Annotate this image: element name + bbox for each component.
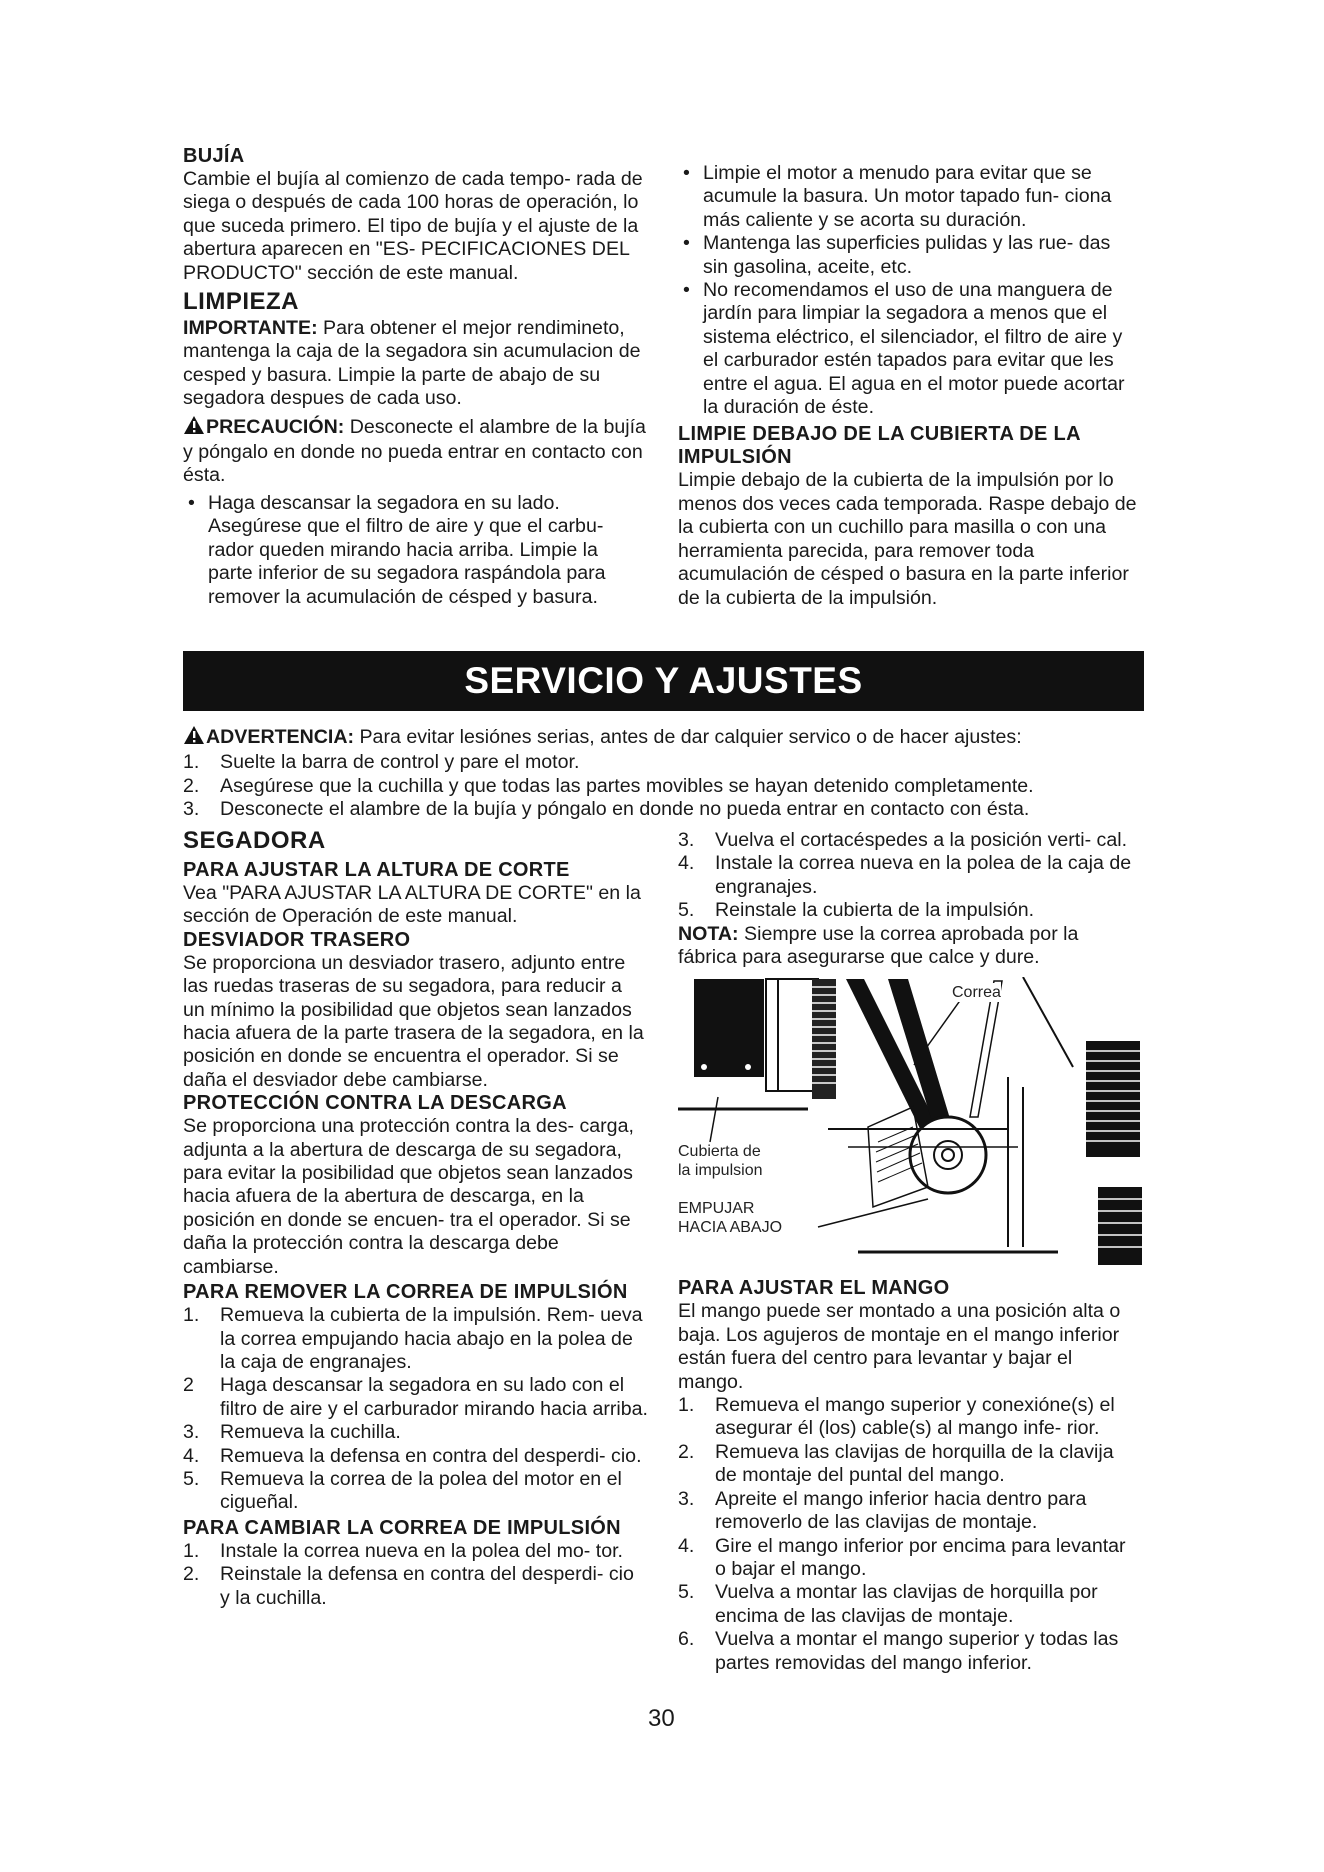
- item-text: Remueva la defensa en contra del desperdi- cio.: [220, 1444, 642, 1467]
- desviador-heading: DESVIADOR TRASERO: [183, 928, 411, 951]
- bottom-right-column: [678, 829, 1140, 1675]
- list-item: [678, 1488, 1140, 1535]
- remover-heading: PARA REMOVER LA CORREA DE IMPULSIÓN: [183, 1281, 628, 1304]
- proteccion-text: Se proporciona una protección contra la des- carga, adjunta a la abertura de descarga de su segadora, para evitar la posibilidad que objetos sean lanzados hacia afuera de la abertura de descarga, en la posición en donde se encuen- tra el operador. Si se daña la protección contra la descarga debe cambiarse.: [183, 1115, 634, 1278]
- item-text: Suelte la barra de control y pare el motor.: [220, 751, 580, 774]
- list-item: • Haga descansar la segadora en su lado. Asegúrese que el filtro de aire y que el carbu- rador queden mirando hacia arriba. Limpie la parte inferior de su segadora raspándola para remover la acumulación de césped y basura.: [183, 492, 648, 609]
- importante-label: IMPORTANTE:: [183, 317, 318, 340]
- figure-label-empujar: [678, 1199, 782, 1237]
- precaucion-label: PRECAUCIÓN:: [206, 415, 345, 438]
- list-item: [678, 1535, 1140, 1582]
- list-item: [678, 899, 1140, 922]
- item-number: 1.: [183, 751, 200, 774]
- mango-list: [678, 1394, 1140, 1675]
- remover-list: [183, 1304, 648, 1515]
- item-text: Gire el mango inferior por encima para levantar o bajar el mango.: [715, 1534, 1126, 1580]
- limpieza-bullet-list: [183, 492, 648, 609]
- figure-label-cubierta: [678, 1142, 762, 1180]
- item-number: 3.: [183, 798, 200, 821]
- cambiar-list: [183, 1540, 648, 1610]
- item-text: Apreite el mango inferior hacia dentro para removerlo de las clavijas de montaje.: [715, 1487, 1087, 1534]
- item-number: 4.: [183, 1444, 200, 1467]
- item-text: Reinstale la cubierta de la impulsión.: [715, 899, 1035, 922]
- item-number: 5.: [678, 899, 695, 922]
- figure-label-empujar-line1: EMPUJAR: [678, 1200, 755, 1218]
- figure-label-empujar-line2: HACIA ABAJO: [678, 1219, 783, 1237]
- item-number: 1.: [183, 1539, 200, 1562]
- figure-label-cubierta-line2: la impulsion: [678, 1162, 763, 1180]
- mango-heading: PARA AJUSTAR EL MANGO: [678, 1277, 950, 1300]
- list-item: • Mantenga las superficies pulidas y las rue- das sin gasolina, aceite, etc.: [678, 232, 1140, 279]
- nota-text: Siempre use la correa aprobada por la fábrica para asegurarse que calce y dure.: [678, 922, 1079, 969]
- drive-belt-figure: [678, 977, 1144, 1267]
- list-item: [183, 1421, 648, 1444]
- list-item: [183, 1540, 648, 1563]
- item-number: 2.: [183, 1563, 200, 1586]
- advertencia-text: Para evitar lesiónes serias, antes de dar calquier servico o de hacer ajustes:: [354, 726, 1022, 748]
- list-item: • Limpie el motor a menudo para evitar que se acumule la basura. Un motor tapado fun- ciona más caliente y se acorta su duración.: [678, 162, 1140, 232]
- list-item: [183, 798, 1144, 821]
- bottom-left-column: [183, 826, 648, 1610]
- list-item: [183, 1445, 648, 1468]
- cubierta-text: Limpie debajo de la cubierta de la impulsión por lo menos dos veces cada temporada. Raspe debajo de la cubierta con un cuchillo para masilla o con una herramienta parecida, para remover toda acumulación de césped o basura en la parte inferior de la cubierta de la impulsión.: [678, 469, 1137, 609]
- list-item: [183, 751, 1144, 774]
- cambiar-list-continued: [678, 829, 1140, 923]
- warning-icon: [183, 415, 205, 441]
- list-item: [183, 1563, 648, 1610]
- item-number: 6.: [678, 1628, 695, 1651]
- item-number: 1.: [678, 1394, 695, 1417]
- cambiar-heading: PARA CAMBIAR LA CORREA DE IMPULSIÓN: [183, 1516, 621, 1539]
- warning-icon: [183, 725, 205, 751]
- cubierta-heading: LIMPIE DEBAJO DE LA CUBIERTA DE LA IMPULSIÓN: [678, 423, 1081, 469]
- list-item: [678, 829, 1140, 852]
- item-text: Remueva la cuchilla.: [220, 1421, 401, 1444]
- list-item: • No recomendamos el uso de una manguera de jardín para limpiar la segadora a menos que el sistema eléctrico, el silenciador, el filtro de aire y el carburador estén tapados para evitar que les entre el agua. El agua en el motor puede acortar la duración de éste.: [678, 279, 1140, 419]
- list-item: [183, 1374, 648, 1421]
- item-number: 4.: [678, 852, 695, 875]
- item-text: Asegúrese que la cuchilla y que todas las partes movibles se hayan detenido completamente.: [220, 774, 1034, 797]
- bujia-heading: BUJÍA: [183, 145, 245, 167]
- altura-text: Vea "PARA AJUSTAR LA ALTURA DE CORTE" en la sección de Operación de este manual.: [183, 882, 641, 928]
- item-text: Reinstale la defensa en contra del desperdi- cio y la cuchilla.: [220, 1563, 634, 1609]
- list-item: [678, 1581, 1140, 1628]
- advertencia-label: ADVERTENCIA:: [206, 726, 355, 748]
- segadora-heading: SEGADORA: [183, 827, 326, 854]
- altura-heading: PARA AJUSTAR LA ALTURA DE CORTE: [183, 859, 570, 881]
- proteccion-heading: PROTECCIÓN CONTRA LA DESCARGA: [183, 1092, 567, 1115]
- item-number: 2: [183, 1374, 194, 1397]
- list-item: [183, 1468, 648, 1515]
- item-text: Instale la correa nueva en la polea del mo- tor.: [220, 1539, 624, 1562]
- item-text: Vuelva a montar el mango superior y todas las partes removidas del mango inferior.: [715, 1628, 1119, 1674]
- item-number: 3.: [678, 1487, 695, 1510]
- motor-bullet-list: [678, 162, 1140, 419]
- list-item: [678, 1441, 1140, 1488]
- importante-paragraph: [183, 317, 648, 411]
- mango-text: El mango puede ser montado a una posición alta o baja. Los agujeros de montaje en el mango inferior están fuera del centro para levantar y bajar el mango.: [678, 1300, 1121, 1393]
- item-number: 2.: [678, 1440, 695, 1463]
- item-text: Haga descansar la segadora en su lado con el filtro de aire y el carburador mirando hacia arriba.: [220, 1374, 649, 1420]
- nota-paragraph: [678, 923, 1140, 970]
- nota-label: NOTA:: [678, 922, 739, 945]
- list-item: [678, 1628, 1140, 1675]
- item-text: Vuelva el cortacéspedes a la posición verti- cal.: [715, 829, 1128, 851]
- item-text: Remueva la correa de la polea del motor en el cigueñal.: [220, 1467, 622, 1514]
- figure-label-cubierta-line1: Cubierta de: [678, 1143, 761, 1161]
- list-item: [183, 775, 1144, 798]
- item-number: 3.: [183, 1421, 200, 1444]
- top-left-column: [183, 145, 648, 609]
- list-item: [678, 1394, 1140, 1441]
- item-text: Instale la correa nueva en la polea de la caja de engranajes.: [715, 852, 1132, 898]
- item-text: Vuelva a montar las clavijas de horquilla por encima de las clavijas de montaje.: [715, 1581, 1098, 1627]
- page-number: 30: [648, 1705, 675, 1732]
- list-item: [678, 852, 1140, 899]
- importante-text: Para obtener el mejor rendimineto, mantenga la caja de la segadora sin acumulacion de cesped y basura. Limpie la parte de abajo de su segadora despues de cada uso.: [183, 317, 641, 410]
- item-number: 4.: [678, 1534, 695, 1557]
- item-number: 2.: [183, 774, 200, 797]
- precaucion-paragraph: [183, 415, 648, 488]
- item-number: 1.: [183, 1304, 200, 1327]
- top-right-column: [678, 162, 1140, 610]
- item-number: 5.: [678, 1581, 695, 1604]
- item-number: 5.: [183, 1467, 200, 1490]
- section-banner: SERVICIO Y AJUSTES: [183, 651, 1144, 711]
- desviador-text: Se proporciona un desviador trasero, adjunto entre las ruedas traseras de su segadora, para reducir a un mínimo la posibilidad que objetos sean lanzados hacia afuera de la parte trasera de la segadora, en la posición en donde se encuentra el operador. Si se daña el desviador debe cambiarse.: [183, 951, 644, 1091]
- item-text: Desconecte el alambre de la bujía y póngalo en donde no pueda entrar en contacto con ésta.: [220, 798, 1030, 821]
- item-text: Remueva la cubierta de la impulsión. Rem- ueva la correa empujando hacia abajo en la polea de la caja de engranajes.: [220, 1304, 643, 1373]
- item-text: Remueva las clavijas de horquilla de la clavija de montaje del puntal del mango.: [715, 1440, 1114, 1487]
- precaucion-text: Desconecte el alambre de la bujía y póngalo en donde no pueda entrar en contacto con ésta.: [183, 415, 646, 487]
- bujia-text: Cambie el bujía al comienzo de cada tempo- rada de siega o después de cada 100 horas de operación, lo que suceda primero. El tipo de bujía y el ajuste de la abertura aparecen en "ES- PECIFICACIONES DEL PRODUCTO" sección de este manual.: [183, 168, 643, 284]
- figure-label-correa: Correa: [952, 984, 1001, 1002]
- list-item: [183, 1304, 648, 1374]
- advertencia-list: [183, 751, 1144, 821]
- advertencia-block: [183, 725, 1144, 822]
- item-text: Remueva el mango superior y conexióne(s) el asegurar él (los) cable(s) al mango infe- rior.: [715, 1394, 1115, 1440]
- item-number: 3.: [678, 829, 695, 851]
- limpieza-heading: LIMPIEZA: [183, 288, 299, 316]
- advertencia-paragraph: [183, 725, 1144, 751]
